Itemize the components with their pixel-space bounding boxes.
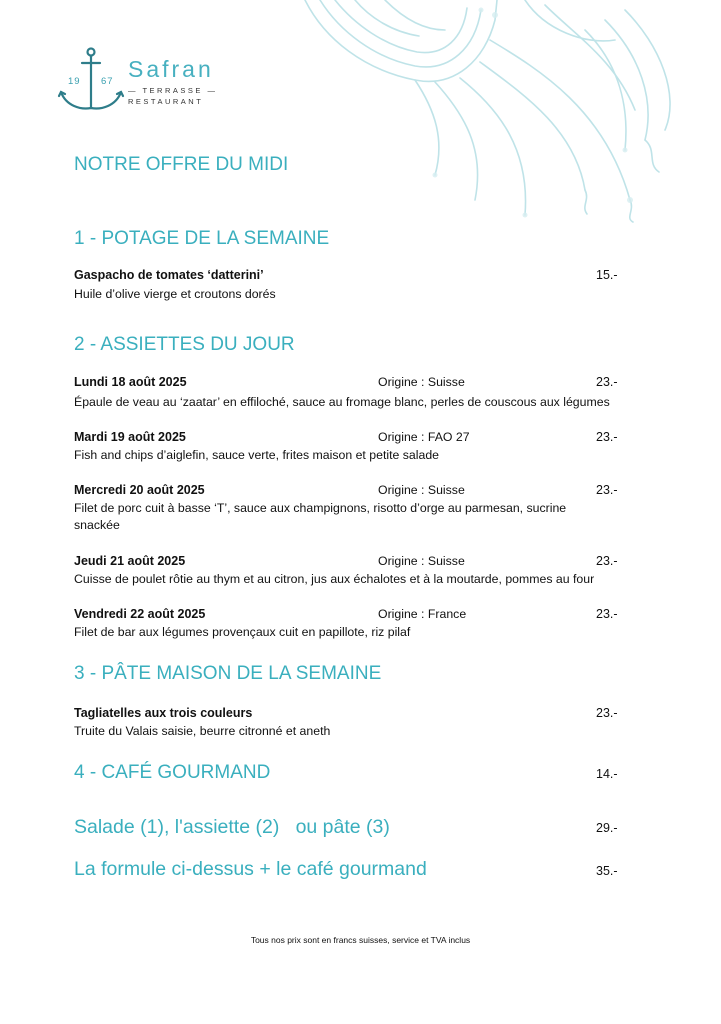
brand-subtitle-terrasse: — TERRASSE — — [128, 86, 218, 95]
logo-year-left: 19 — [68, 76, 81, 87]
dish-description-potage: Huile d’olive vierge et croutons dorés — [74, 287, 276, 301]
dish-origin-lundi: Origine : Suisse — [378, 375, 465, 389]
dish-description-mercredi-line2: snackée — [74, 518, 120, 532]
dish-day-vendredi: Vendredi 22 août 2025 — [74, 607, 206, 621]
dish-description-lundi: Épaule de veau au ‘zaatar’ en effiloché, sauce au fromage blanc, perles de couscous aux légumes — [74, 395, 610, 409]
section-heading-potage: 1 - POTAGE DE LA SEMAINE — [74, 228, 330, 249]
formula-2-label: La formule ci-dessus + le café gourmand — [74, 858, 427, 880]
jellyfish-illustration — [285, 0, 721, 225]
dish-day-mercredi: Mercredi 20 août 2025 — [74, 483, 205, 497]
footer-note: Tous nos prix sont en francs suisses, service et TVA inclus — [250, 935, 471, 945]
dish-description-mardi: Fish and chips d’aiglefin, sauce verte, frites maison et petite salade — [74, 448, 440, 462]
page-title: NOTRE OFFRE DU MIDI — [74, 154, 289, 175]
price-pate: 23.- — [596, 706, 618, 720]
anchor-icon — [56, 46, 126, 114]
dish-description-jeudi: Cuisse de poulet rôtie au thym et au citron, jus aux échalotes et à la moutarde, pommes au four — [74, 572, 595, 586]
brand-subtitle-terrasse-text: TERRASSE — [142, 86, 203, 95]
section-heading-cafe: 4 - CAFÉ GOURMAND — [74, 762, 271, 783]
dish-day-jeudi: Jeudi 21 août 2025 — [74, 554, 186, 568]
price-jeudi: 23.- — [596, 554, 618, 568]
dish-description-pate: Truite du Valais saisie, beurre citronné et aneth — [74, 724, 331, 738]
price-mercredi: 23.- — [596, 483, 618, 497]
brand-subtitle-restaurant: RESTAURANT — [128, 97, 204, 106]
dish-origin-mercredi: Origine : Suisse — [378, 483, 465, 497]
section-heading-assiettes: 2 - ASSIETTES DU JOUR — [74, 334, 295, 355]
price-lundi: 23.- — [596, 375, 618, 389]
formula-1-label: Salade (1), l'assiette (2) ou pâte (3) — [74, 816, 390, 838]
formula-2-price: 35.- — [596, 864, 618, 878]
brand-logo — [56, 46, 236, 116]
dish-name-potage: Gaspacho de tomates ‘datterini’ — [74, 268, 264, 282]
price-mardi: 23.- — [596, 430, 618, 444]
price-potage: 15.- — [596, 268, 618, 282]
dish-description-mercredi: Filet de porc cuit à basse ‘T’, sauce aux champignons, risotto d’orge au parmesan, sucrine — [74, 501, 567, 515]
price-cafe: 14.- — [596, 767, 618, 781]
logo-year-right: 67 — [101, 76, 114, 87]
formula-1-price: 29.- — [596, 821, 618, 835]
dish-description-vendredi: Filet de bar aux légumes provençaux cuit en papillote, riz pilaf — [74, 625, 411, 639]
dish-origin-vendredi: Origine : France — [378, 607, 467, 621]
brand-name: Safran — [128, 56, 214, 82]
dish-name-pate: Tagliatelles aux trois couleurs — [74, 706, 253, 720]
dish-day-mardi: Mardi 19 août 2025 — [74, 430, 186, 444]
section-heading-pate: 3 - PÂTE MAISON DE LA SEMAINE — [74, 663, 382, 684]
dish-origin-jeudi: Origine : Suisse — [378, 554, 465, 568]
dish-day-lundi: Lundi 18 août 2025 — [74, 375, 187, 389]
price-vendredi: 23.- — [596, 607, 618, 621]
dish-origin-mardi: Origine : FAO 27 — [378, 430, 470, 444]
